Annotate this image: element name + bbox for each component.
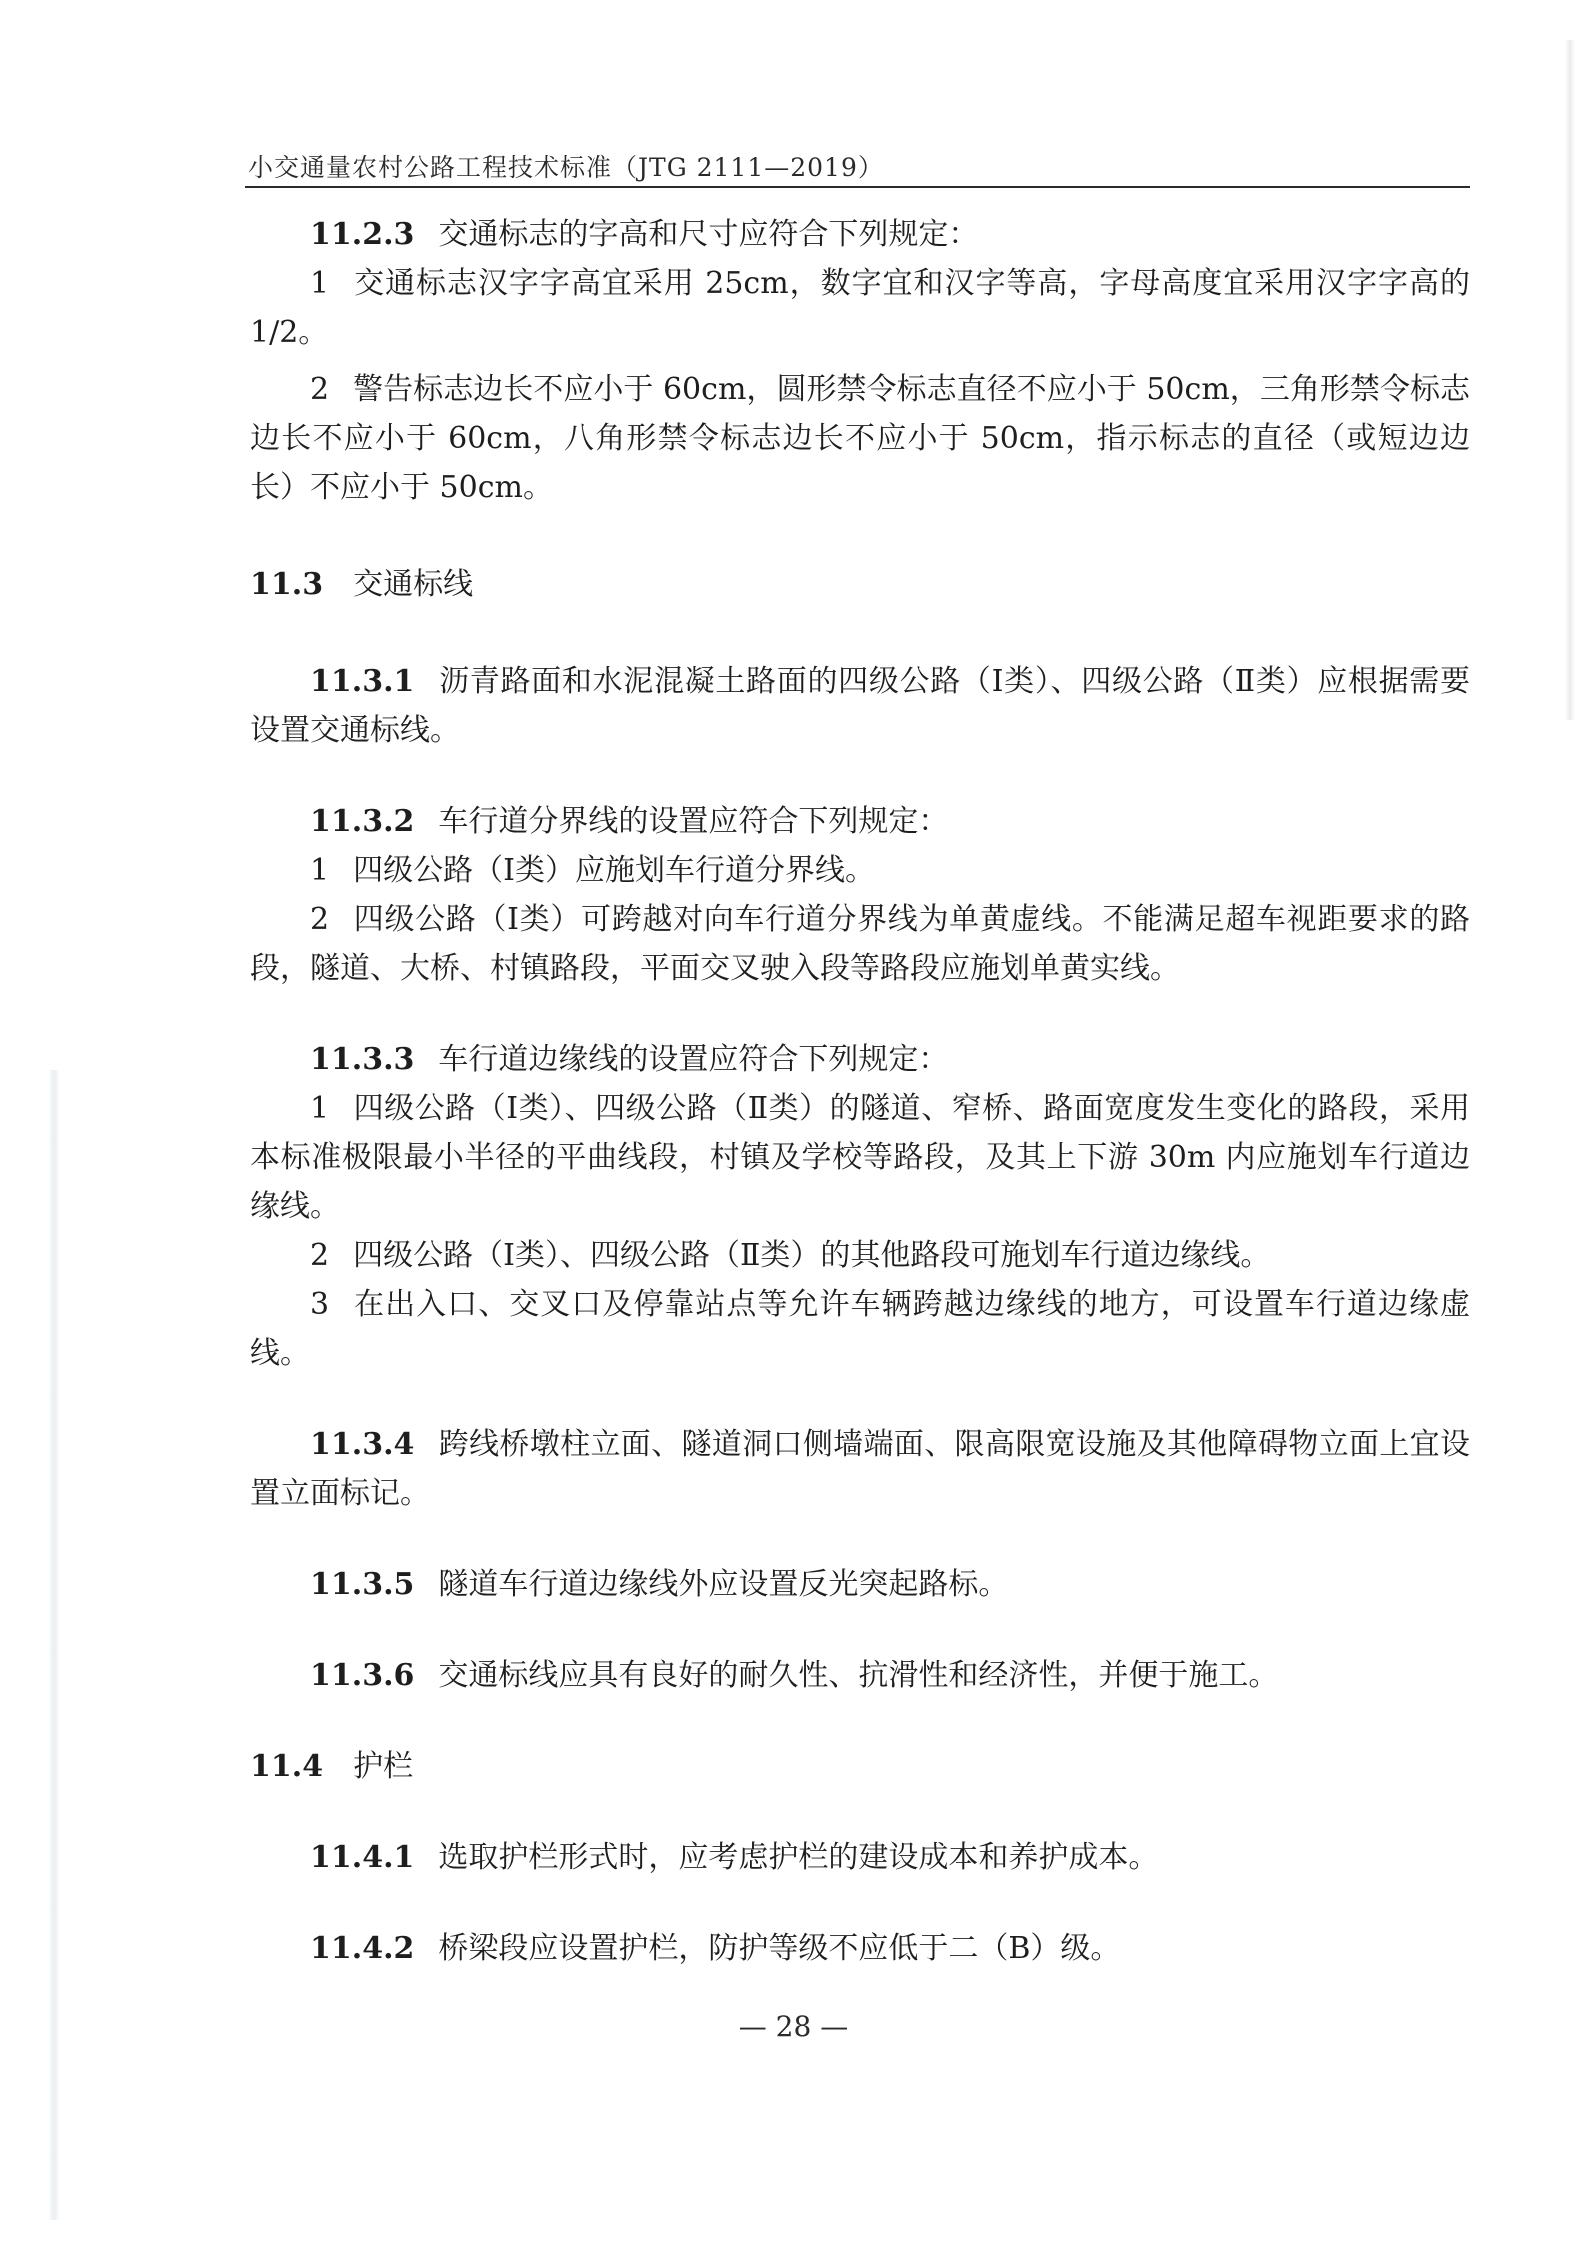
clause-text: 车行道边缘线的设置应符合下列规定： [438, 1042, 949, 1077]
item-text: 四级公路（Ⅰ类）应施划车行道分界线。 [353, 853, 875, 888]
clause-number: 11.3.2 [310, 804, 415, 839]
item-number: 3 [310, 1287, 330, 1322]
clause-number: 11.3.4 [310, 1427, 415, 1462]
clause-number: 11.4.2 [310, 1931, 415, 1966]
clause-number: 11.3.5 [310, 1567, 415, 1602]
item-text: 警告标志边长不应小于 60cm，圆形禁令标志直径不应小于 50cm，三角形禁令标志边长不应小于 60cm，八角形禁令标志边长不应小于 50cm，指示标志的直径（或短边边长）不应小于 50cm。 [250, 372, 1470, 505]
clause-number: 11.2.3 [310, 217, 415, 252]
scan-shadow-left [48, 1070, 60, 2220]
clause-11-3-4 [250, 1420, 1470, 1518]
clause-number: 11.3.3 [310, 1042, 415, 1077]
clause-11-4-2 [250, 1924, 1470, 1973]
clause-text: 交通标线应具有良好的耐久性、抗滑性和经济性，并便于施工。 [438, 1658, 1279, 1693]
running-header: 小交通量农村公路工程技术标准（JTG 2111—2019） [248, 153, 884, 182]
clause-11-4-1 [250, 1833, 1470, 1882]
page-number: — 28 — [738, 2010, 849, 2043]
scan-shadow-right [1565, 40, 1575, 720]
section-title: 护栏 [353, 1749, 414, 1784]
document-body [250, 210, 1470, 1973]
clause-text: 桥梁段应设置护栏，防护等级不应低于二（B）级。 [438, 1931, 1121, 1966]
header-rule [245, 186, 1470, 188]
clause-text: 选取护栏形式时，应考虑护栏的建设成本和养护成本。 [438, 1840, 1159, 1875]
item-number: 2 [310, 372, 330, 407]
item-number: 2 [310, 902, 330, 937]
item-text: 在出入口、交叉口及停靠站点等允许车辆跨越边缘线的地方，可设置车行道边缘虚线。 [250, 1287, 1470, 1371]
clause-text: 交通标志的字高和尺寸应符合下列规定： [438, 217, 979, 252]
item-number: 1 [310, 853, 330, 888]
clause-11-3-1 [250, 657, 1470, 755]
clause-11-3-6 [250, 1651, 1470, 1700]
clause-11-2-3-item-1 [250, 259, 1470, 357]
item-number: 1 [310, 1091, 330, 1126]
clause-11-3-3-item-1 [250, 1084, 1470, 1231]
clause-11-3-3-item-3 [250, 1280, 1470, 1378]
clause-11-2-3 [250, 210, 1470, 259]
clause-number: 11.4.1 [310, 1840, 415, 1875]
section-11-4 [250, 1742, 1470, 1791]
clause-text: 沥青路面和水泥混凝土路面的四级公路（Ⅰ类）、四级公路（Ⅱ类）应根据需要设置交通标线。 [250, 664, 1470, 748]
section-11-3 [250, 560, 1470, 609]
item-number: 2 [310, 1238, 330, 1273]
item-text: 四级公路（Ⅰ类）、四级公路（Ⅱ类）的其他路段可施划车行道边缘线。 [353, 1238, 1271, 1273]
item-number: 1 [310, 266, 330, 301]
clause-11-3-2 [250, 797, 1470, 846]
item-text: 交通标志汉字字高宜采用 25cm，数字宜和汉字等高，字母高度宜采用汉字字高的 1/2。 [250, 266, 1470, 350]
section-number: 11.3 [250, 567, 324, 602]
clause-11-3-3-item-2 [250, 1231, 1470, 1280]
clause-11-3-2-item-2 [250, 895, 1470, 993]
clause-number: 11.3.1 [310, 664, 415, 699]
clause-11-3-3 [250, 1035, 1470, 1084]
item-text: 四级公路（Ⅰ类）、四级公路（Ⅱ类）的隧道、窄桥、路面宽度发生变化的路段，采用本标准极限最小半径的平曲线段，村镇及学校等路段，及其上下游 30m 内应施划车行道边缘线。 [250, 1091, 1470, 1224]
section-number: 11.4 [250, 1749, 324, 1784]
clause-text: 车行道分界线的设置应符合下列规定： [438, 804, 949, 839]
item-text: 四级公路（Ⅰ类）可跨越对向车行道分界线为单黄虚线。不能满足超车视距要求的路段，隧道、大桥、村镇路段，平面交叉驶入段等路段应施划单黄实线。 [250, 902, 1470, 986]
section-title: 交通标线 [353, 567, 474, 602]
clause-text: 隧道车行道边缘线外应设置反光突起路标。 [438, 1567, 1009, 1602]
clause-11-3-2-item-1 [250, 846, 1470, 895]
clause-number: 11.3.6 [310, 1658, 415, 1693]
clause-11-2-3-item-2 [250, 365, 1470, 512]
clause-11-3-5 [250, 1560, 1470, 1609]
clause-text: 跨线桥墩柱立面、隧道洞口侧墙端面、限高限宽设施及其他障碍物立面上宜设置立面标记。 [250, 1427, 1470, 1511]
